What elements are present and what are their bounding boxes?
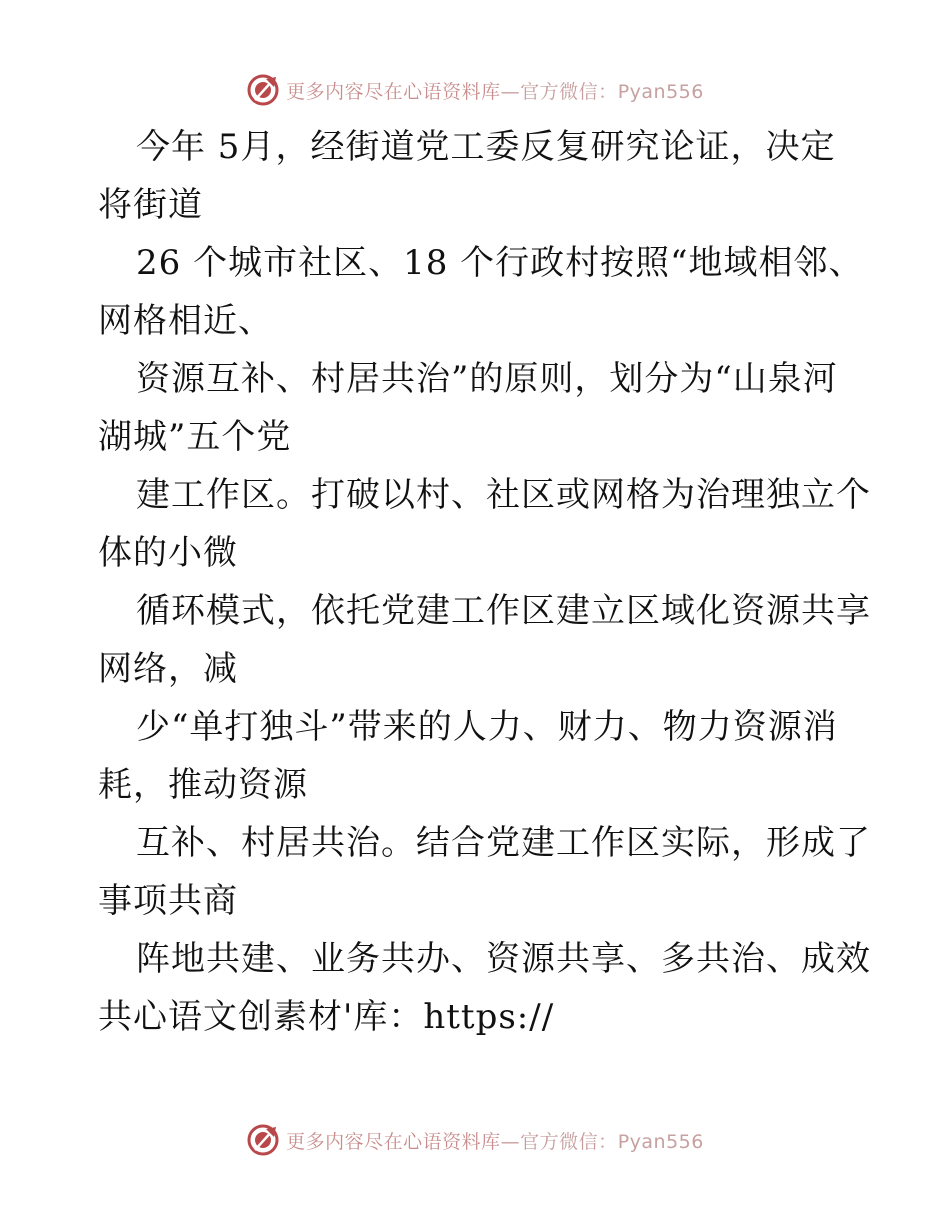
document-body [98, 118, 871, 1046]
paragraph-line: 体的小微 [98, 533, 238, 573]
paragraph [98, 582, 871, 698]
footer-dash: — [500, 1130, 521, 1153]
footer-banner-text [286, 1127, 704, 1154]
paragraph-line: 建工作区。打破以村、社区或网格为治理独立个 [136, 475, 871, 515]
header-wechat-label: 官方微信： [520, 80, 618, 103]
paragraph [98, 350, 858, 466]
paragraph-line: 事项共商 [98, 881, 238, 921]
paragraph-line: 湖城”五个党 [98, 417, 292, 457]
paragraph-line: 循环模式，依托党建工作区建立区域化资源共享 [136, 591, 871, 631]
brand-logo-icon [246, 73, 280, 107]
paragraph-line: 网格相近、 [98, 301, 273, 341]
paragraph-line: 阵地共建、业务共办、资源共享、多共治、成效 [136, 939, 871, 979]
header-brand: 更多内容尽在心语资料库 [286, 80, 501, 103]
footer-brand: 更多内容尽在心语资料库 [286, 1130, 501, 1153]
paragraph [98, 930, 871, 1046]
header-dash: — [500, 80, 521, 103]
paragraph [98, 234, 864, 350]
paragraph-line: 资源互补、村居共治”的原则，划分为“山泉河 [136, 359, 838, 399]
paragraph-line: 少“单打独斗”带来的人力、财力、物力资源消 [136, 707, 838, 747]
paragraph-line: 将街道 [98, 185, 203, 225]
footer-wechat-id: Pyan556 [617, 1130, 704, 1153]
paragraph-line: 耗，推动资源 [98, 765, 308, 805]
paragraph-line: 网络，减 [98, 649, 238, 689]
header-wechat-id: Pyan556 [617, 80, 704, 103]
header-banner [0, 70, 950, 110]
footer-wechat-label: 官方微信： [520, 1130, 618, 1153]
paragraph [98, 118, 858, 234]
paragraph-line: 26 个城市社区、18 个行政村按照“地域相邻、 [136, 243, 864, 283]
paragraph-line: 互补、村居共治。结合党建工作区实际，形成了 [136, 823, 871, 863]
header-banner-text [286, 77, 704, 104]
paragraph-line: 今年 5月，经街道党工委反复研究论证，决定 [136, 127, 836, 167]
paragraph [98, 466, 871, 582]
brand-logo-icon [246, 1123, 280, 1157]
paragraph [98, 698, 858, 814]
paragraph [98, 814, 871, 930]
footer-banner [0, 1120, 950, 1160]
paragraph-line: 共心语文创素材'库：https:// [98, 997, 555, 1037]
